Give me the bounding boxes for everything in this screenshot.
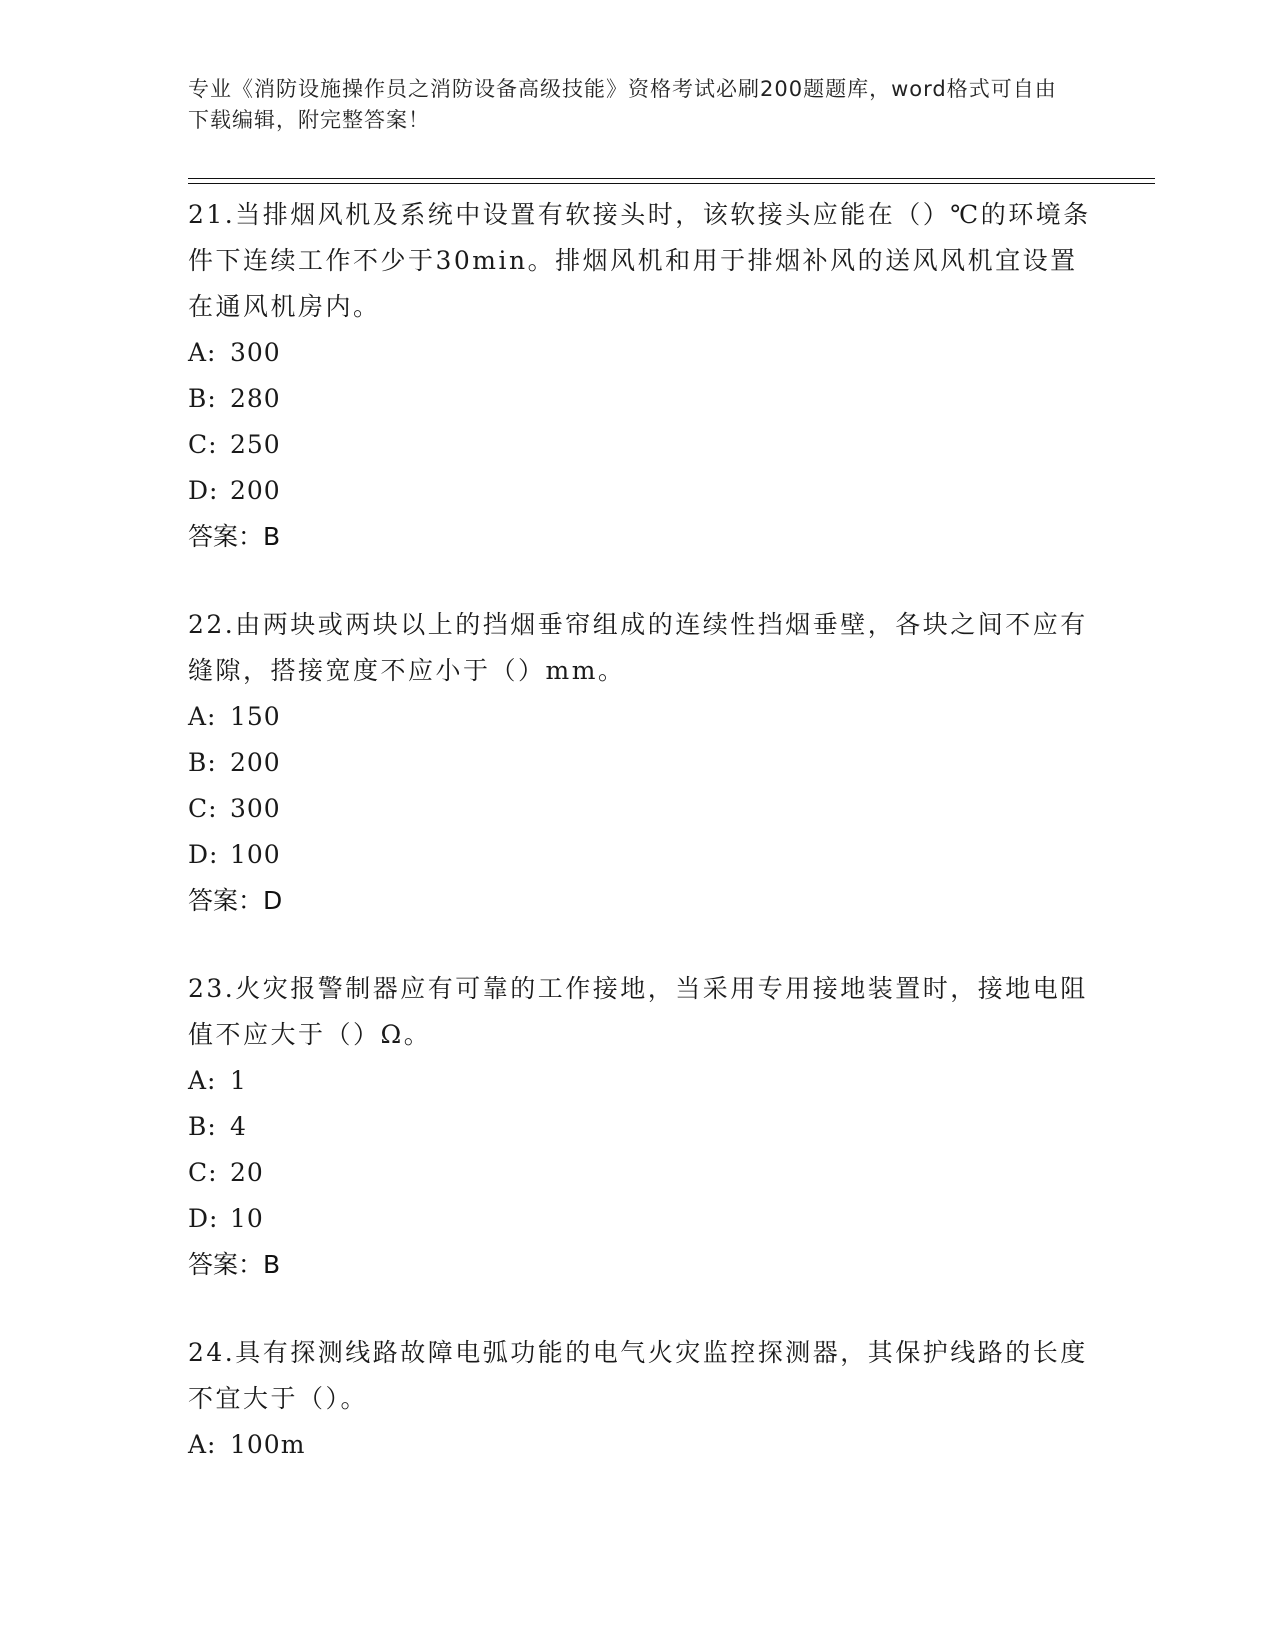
option-text: 280 (230, 384, 281, 413)
question-stem: 21.当排烟风机及系统中设置有软接头时，该软接头应能在（）℃的环境条件下连续工作不少于30min。排烟风机和用于排烟补风的送风风机宜设置在通风机房内。 (188, 200, 1091, 321)
option-c (188, 786, 1093, 832)
option-a (188, 1058, 1093, 1104)
option-letter: A: (188, 1430, 217, 1459)
question-list (188, 192, 1093, 1510)
option-text: 100 (230, 840, 281, 869)
option-text: 20 (230, 1158, 264, 1187)
option-c (188, 1150, 1093, 1196)
option-text: 200 (230, 748, 281, 777)
header-divider-bottom (188, 183, 1155, 184)
option-b (188, 376, 1093, 422)
option-letter: B: (188, 748, 217, 777)
option-letter: C: (188, 1158, 218, 1187)
option-text: 100m (230, 1430, 306, 1459)
option-letter: B: (188, 1112, 217, 1141)
option-text: 150 (230, 702, 281, 731)
header-intro-text: 专业《消防设施操作员之消防设备高级技能》资格考试必刷200题题库，word格式可自由下载编辑，附完整答案！ (188, 77, 1057, 132)
question-stem: 22.由两块或两块以上的挡烟垂帘组成的连续性挡烟垂壁，各块之间不应有缝隙，搭接宽度不应小于（）mm。 (188, 610, 1088, 685)
question-21 (188, 192, 1093, 560)
option-letter: A: (188, 1066, 217, 1095)
option-letter: B: (188, 384, 217, 413)
option-d (188, 468, 1093, 514)
question-24 (188, 1330, 1093, 1468)
option-d (188, 832, 1093, 878)
option-text: 200 (230, 476, 281, 505)
option-a (188, 694, 1093, 740)
option-d (188, 1196, 1093, 1242)
option-letter: D: (188, 840, 219, 869)
option-text: 250 (230, 430, 281, 459)
option-c (188, 422, 1093, 468)
option-letter: A: (188, 338, 217, 367)
option-a (188, 330, 1093, 376)
option-text: 300 (230, 794, 281, 823)
option-a (188, 1422, 1093, 1468)
answer-line: 答案：D (188, 886, 283, 915)
option-letter: C: (188, 794, 218, 823)
option-b (188, 740, 1093, 786)
header-divider-top (188, 178, 1155, 179)
option-b (188, 1104, 1093, 1150)
option-letter: D: (188, 476, 219, 505)
answer-line: 答案：B (188, 522, 281, 551)
answer-line: 答案：B (188, 1250, 281, 1279)
option-text: 300 (230, 338, 281, 367)
option-letter: D: (188, 1204, 219, 1233)
question-stem: 24.具有探测线路故障电弧功能的电气火灾监控探测器，其保护线路的长度不宜大于（）。 (188, 1338, 1088, 1413)
document-header (188, 74, 1068, 136)
option-letter: A: (188, 702, 217, 731)
question-22 (188, 602, 1093, 924)
option-letter: C: (188, 430, 218, 459)
question-stem: 23.火灾报警制器应有可靠的工作接地，当采用专用接地装置时，接地电阻值不应大于（）Ω。 (188, 974, 1088, 1049)
option-text: 10 (230, 1204, 264, 1233)
question-23 (188, 966, 1093, 1288)
option-text: 4 (230, 1112, 247, 1141)
option-text: 1 (230, 1066, 247, 1095)
